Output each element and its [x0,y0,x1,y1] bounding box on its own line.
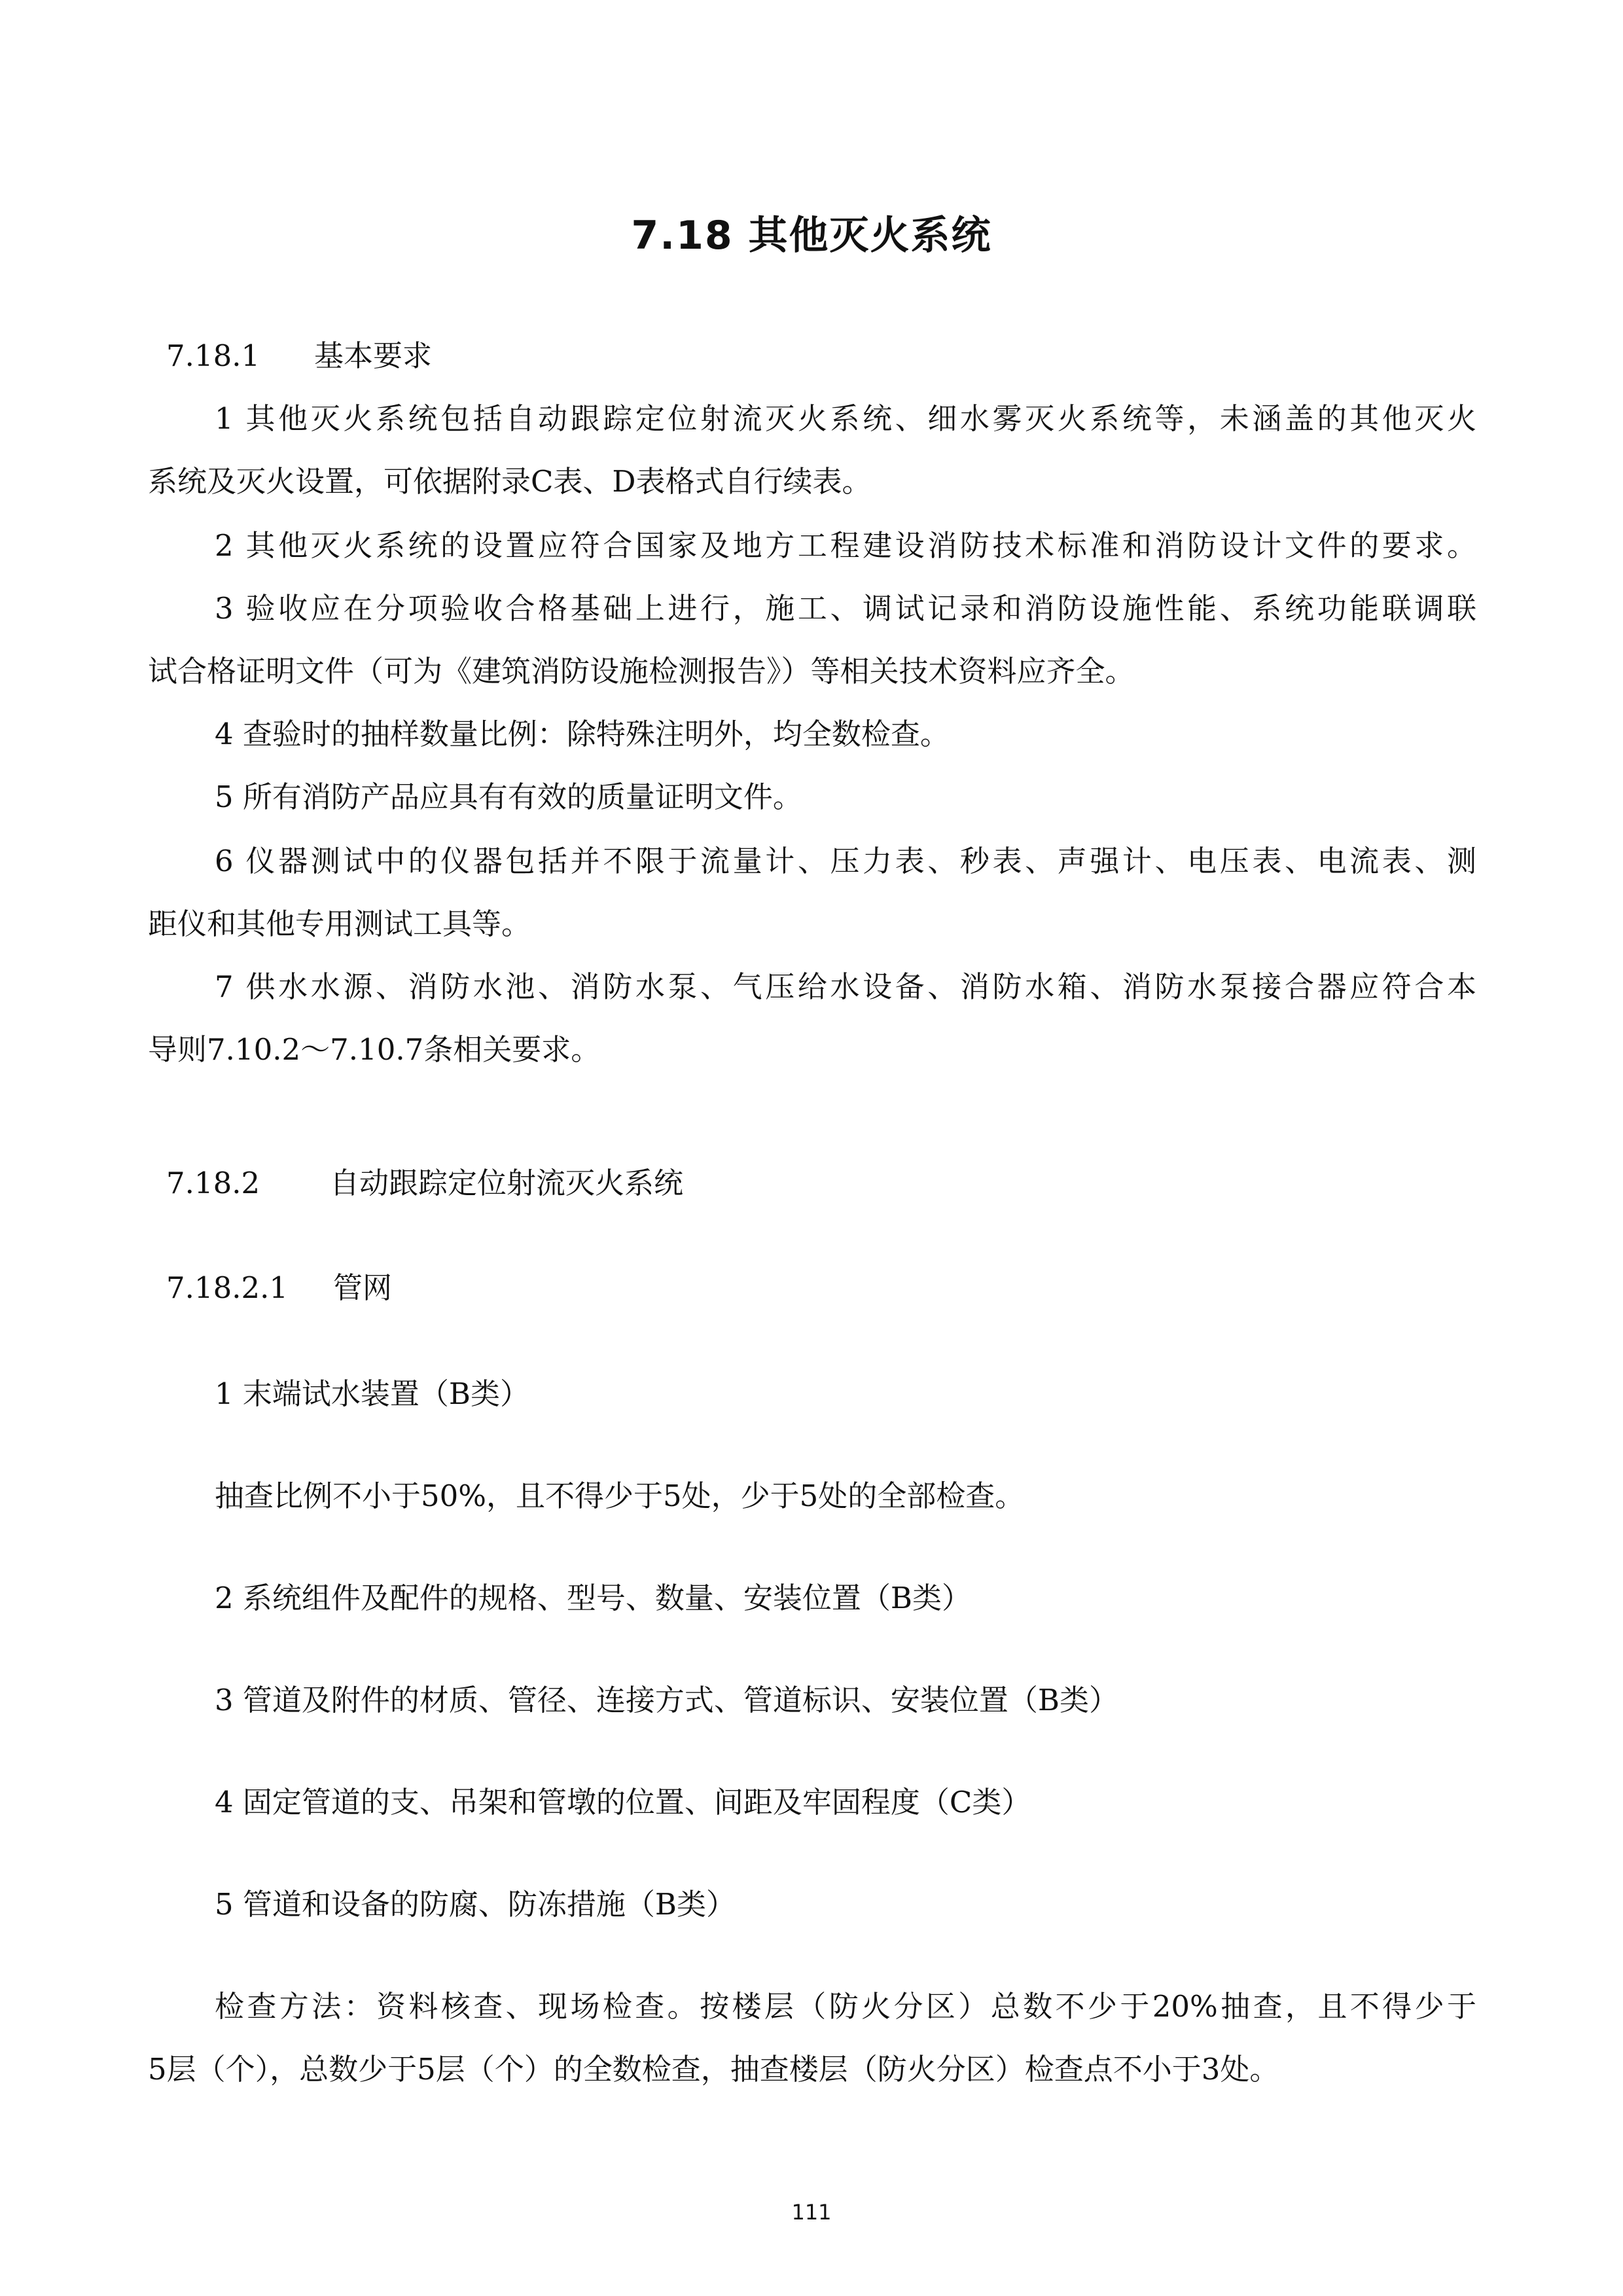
paragraph-5: 5 所有消防产品应具有有效的质量证明文件。 [215,780,802,814]
check-item-4: 4 固定管道的支、吊架和管墩的位置、间距及牢固程度（C类） [215,1785,1031,1820]
section-heading-7-18-2 [166,1162,683,1204]
section-title: 管网 [333,1270,393,1305]
paragraph-3-line-2: 试合格证明文件（可为《建筑消防设施检测报告》）等相关技术资料应齐全。 [148,654,1135,689]
paragraph-1-line-2: 系统及灭火设置，可依据附录C表、D表格式自行续表。 [148,464,872,499]
section-number: 7.18.1 [166,338,260,373]
paragraph-4: 4 查验时的抽样数量比例：除特殊注明外，均全数检查。 [215,717,950,751]
section-heading-7-18-2-1 [166,1267,392,1309]
check-item-1: 1 末端试水装置（B类） [215,1376,530,1411]
section-number: 7.18.2 [166,1166,260,1200]
check-item-2: 2 系统组件及配件的规格、型号、数量、安装位置（B类） [215,1581,972,1615]
check-item-5: 5 管道和设备的防腐、防冻措施（B类） [215,1887,736,1922]
paragraph-1-line-1: 1 其他灭火系统包括自动跟踪定位射流灭火系统、细水雾灭火系统等，未涵盖的其他灭火 [215,401,1476,436]
paragraph-6-line-2: 距仪和其他专用测试工具等。 [148,906,531,941]
paragraph-7-line-1: 7 供水水源、消防水池、消防水泵、气压给水设备、消防水箱、消防水泵接合器应符合本 [215,969,1476,1004]
check-item-3: 3 管道及附件的材质、管径、连接方式、管道标识、安装位置（B类） [215,1683,1119,1717]
section-title: 自动跟踪定位射流灭火系统 [330,1166,684,1200]
paragraph-6-line-1: 6 仪器测试中的仪器包括并不限于流量计、压力表、秒表、声强计、电压表、电流表、测 [215,844,1476,878]
inspection-method-line-2: 5层（个），总数少于5层（个）的全数检查，抽查楼层（防火分区）检查点不小于3处。 [148,2052,1279,2087]
page-number: 111 [791,2200,832,2225]
paragraph-3-line-1: 3 验收应在分项验收合格基础上进行，施工、调试记录和消防设施性能、系统功能联调联 [215,591,1476,626]
page-title: 7.18 其他灭火系统 [631,213,992,259]
paragraph-2: 2 其他灭火系统的设置应符合国家及地方工程建设消防技术标准和消防设计文件的要求。 [215,528,1476,563]
section-heading-7-18-1 [166,335,432,377]
check-item-1-note: 抽查比例不小于50%，且不得少于5处，少于5处的全部检查。 [215,1479,1025,1513]
paragraph-7-line-2: 导则7.10.2～7.10.7条相关要求。 [148,1032,601,1067]
inspection-method-line-1: 检查方法：资料核查、现场检查。按楼层（防火分区）总数不少于20%抽查，且不得少于 [215,1989,1476,2024]
section-number: 7.18.2.1 [166,1270,289,1305]
section-title: 基本要求 [314,338,433,373]
